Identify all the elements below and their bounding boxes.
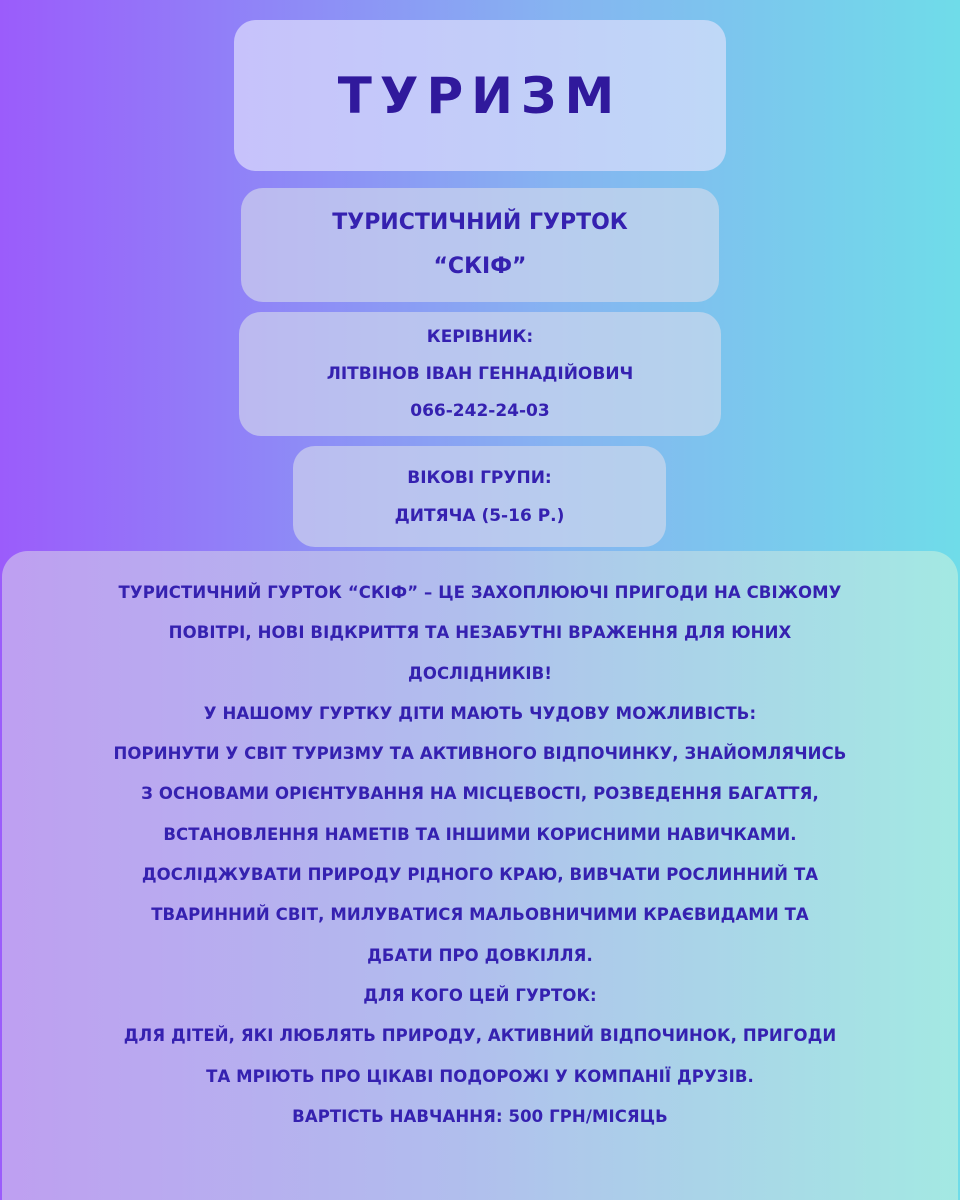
leader-card — [239, 312, 721, 436]
club-name-line-2: “СКІФ” — [433, 254, 527, 279]
leader-name: ЛІТВІНОВ ІВАН ГЕННАДІЙОВИЧ — [326, 363, 634, 384]
description-line: ТВАРИННИЙ СВІТ, МИЛУВАТИСЯ МАЛЬОВНИЧИМИ КРАЄВИДАМИ ТА — [151, 905, 809, 925]
description-line: ВСТАНОВЛЕННЯ НАМЕТІВ ТА ІНШИМИ КОРИСНИМИ НАВИЧКАМИ. — [163, 824, 797, 844]
title-card — [234, 20, 726, 171]
description-line: З ОСНОВАМИ ОРІЄНТУВАННЯ НА МІСЦЕВОСТІ, РОЗВЕДЕННЯ БАГАТТЯ, — [141, 784, 819, 804]
club-name-card — [241, 188, 719, 302]
description-line: ДОСЛІДНИКІВ! — [408, 663, 552, 683]
description-line: ДБАТИ ПРО ДОВКІЛЛЯ. — [367, 945, 593, 965]
age-groups-value: ДИТЯЧА (5-16 Р.) — [394, 505, 565, 526]
description-line: ТА МРІЮТЬ ПРО ЦІКАВІ ПОДОРОЖІ У КОМПАНІЇ ДРУЗІВ. — [206, 1066, 754, 1086]
description-line: ДЛЯ КОГО ЦЕЙ ГУРТОК: — [363, 985, 597, 1005]
description-line: У НАШОМУ ГУРТКУ ДІТИ МАЮТЬ ЧУДОВУ МОЖЛИВІСТЬ: — [203, 703, 757, 723]
club-name-line-1: ТУРИСТИЧНИЙ ГУРТОК — [332, 210, 628, 235]
description-line: ТУРИСТИЧНИЙ ГУРТОК “СКІФ” – ЦЕ ЗАХОПЛЮЮЧІ ПРИГОДИ НА СВІЖОМУ — [118, 583, 842, 602]
description-line: ПОВІТРІ, НОВІ ВІДКРИТТЯ ТА НЕЗАБУТНІ ВРАЖЕННЯ ДЛЯ ЮНИХ — [168, 623, 792, 643]
description-line: ПОРИНУТИ У СВІТ ТУРИЗМУ ТА АКТИВНОГО ВІДПОЧИНКУ, ЗНАЙОМЛЯЧИСЬ — [113, 744, 847, 764]
description-card — [2, 551, 958, 1200]
description-line: ДОСЛІДЖУВАТИ ПРИРОДУ РІДНОГО КРАЮ, ВИВЧАТИ РОСЛИННИЙ ТА — [141, 865, 819, 885]
age-groups-card — [293, 446, 666, 547]
price-line: ВАРТІСТЬ НАВЧАННЯ: 500 ГРН/МІСЯЦЬ — [292, 1106, 668, 1126]
page-title: ТУРИЗМ — [337, 66, 623, 125]
description-line: ДЛЯ ДІТЕЙ, ЯКІ ЛЮБЛЯТЬ ПРИРОДУ, АКТИВНИЙ ВІДПОЧИНОК, ПРИГОДИ — [123, 1026, 837, 1046]
leader-label: КЕРІВНИК: — [426, 326, 534, 347]
leader-phone: 066-242-24-03 — [410, 400, 550, 421]
age-groups-label: ВІКОВІ ГРУПИ: — [407, 467, 552, 488]
